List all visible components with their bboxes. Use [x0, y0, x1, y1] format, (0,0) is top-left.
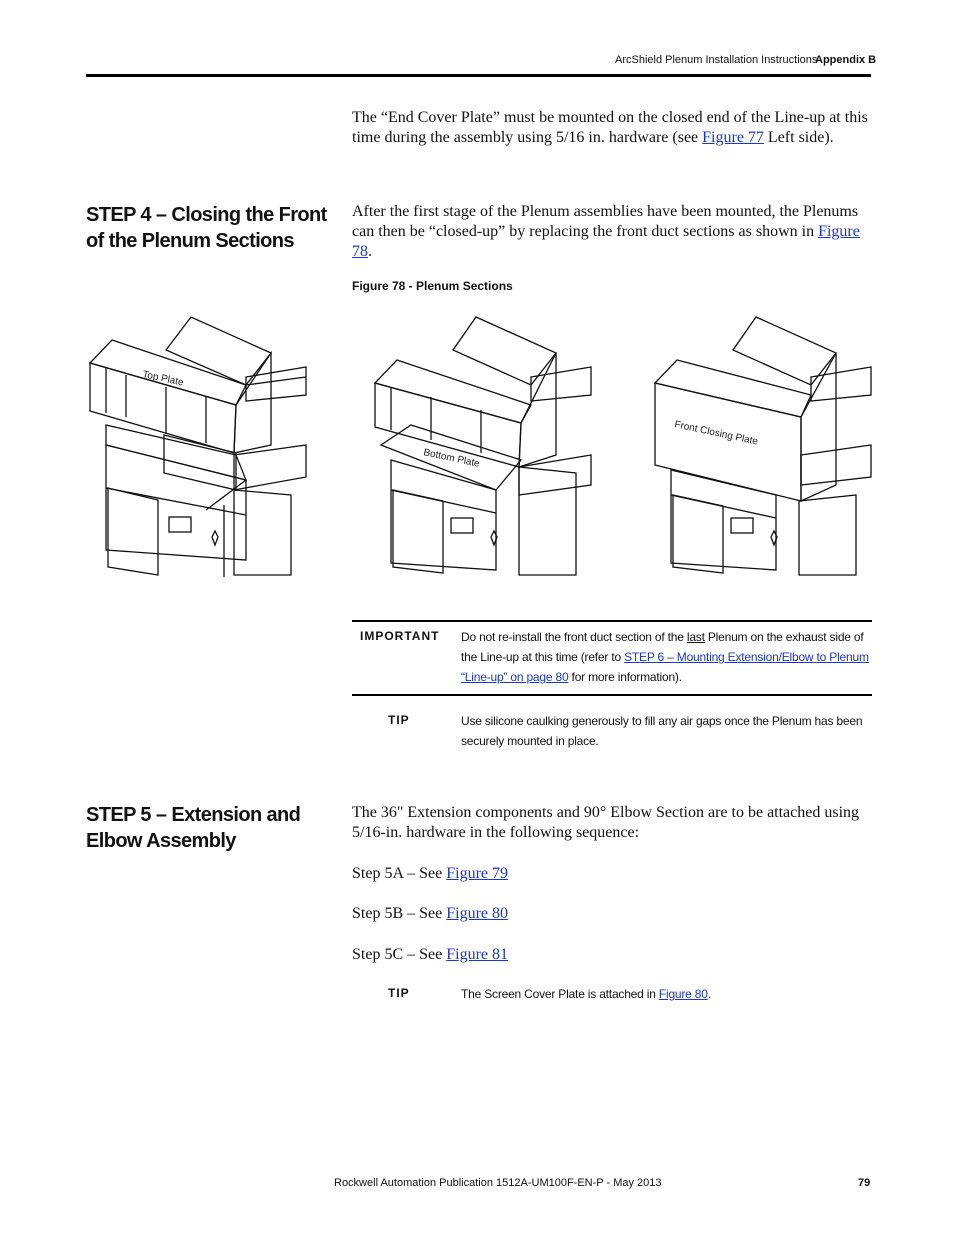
tip2-label: TIP [388, 986, 410, 1000]
important-text: Do not re-install the front duct section of the last Plenum on the exhaust side of the Line-up at this time (refer to STEP 6 – Mounting Extension/Elbow to Plenum “Line-up” on page 80 for more information). [461, 630, 869, 684]
figure-77-link[interactable]: Figure 77 [702, 129, 764, 146]
label-top-plate: Top Plate [141, 369, 185, 389]
important-top-rule [352, 620, 872, 622]
tip2-text: The Screen Cover Plate is attached in Figure 80. [461, 987, 711, 1001]
running-header-section: Appendix B [815, 54, 877, 66]
important-emphasis: last [686, 630, 705, 644]
plenum-drawing-top-plate [90, 317, 306, 577]
header-rule [86, 74, 871, 77]
tip2-figure-80-link[interactable]: Figure 80 [658, 987, 708, 1001]
label-front-closing-plate: Front Closing Plate [673, 419, 759, 448]
step6-link[interactable]: STEP 6 – Mounting Extension/Elbow to Plenum “Line-up” on page 80 [461, 650, 869, 684]
step5b-line: Step 5B – See Figure 80 [352, 905, 508, 922]
step5-paragraph: The 36" Extension components and 90° Elbow Section are to be attached using 5/16-in. hardware in the following sequence: [352, 804, 860, 841]
intro-paragraph: The “End Cover Plate” must be mounted on the closed end of the Line-up at this time during the assembly using 5/16 in. hardware (see Figure 77 Left side). [352, 109, 868, 146]
footer-page-number: 79 [858, 1177, 871, 1189]
important-bottom-rule [352, 694, 872, 696]
figure-79-link[interactable]: Figure 79 [446, 865, 508, 882]
step5a-line: Step 5A – See Figure 79 [352, 865, 508, 882]
step5c-line: Step 5C – See Figure 81 [352, 946, 508, 963]
figure-81-link[interactable]: Figure 81 [446, 946, 508, 963]
step5-heading: STEP 5 – Extension and Elbow Assembly [86, 804, 301, 852]
plenum-drawing-front-closing-plate [655, 317, 871, 575]
step4-paragraph: After the first stage of the Plenum assemblies have been mounted, the Plenums can then be “closed-up” by replacing the front duct sections as shown in Figure 78. [352, 203, 860, 260]
label-bottom-plate: Bottom Plate [422, 447, 481, 470]
figure-80-link[interactable]: Figure 80 [446, 905, 508, 922]
figure-78-link[interactable]: Figure 78 [352, 223, 860, 260]
step4-heading: STEP 4 – Closing the Front of the Plenum Sections [86, 204, 327, 252]
figure-78-plenum-sections [86, 305, 872, 585]
running-header-title: ArcShield Plenum Installation Instructions [615, 54, 818, 66]
figure-78-caption: Figure 78 - Plenum Sections [352, 279, 513, 293]
footer-publication: Rockwell Automation Publication 1512A-UM100F-EN-P - May 2013 [334, 1177, 662, 1189]
important-label: IMPORTANT [360, 629, 440, 643]
tip1-label: TIP [388, 713, 410, 727]
plenum-drawing-bottom-plate [375, 317, 591, 575]
tip1-text: Use silicone caulking generously to fill any air gaps once the Plenum has been securely mounted in place. [461, 714, 863, 748]
